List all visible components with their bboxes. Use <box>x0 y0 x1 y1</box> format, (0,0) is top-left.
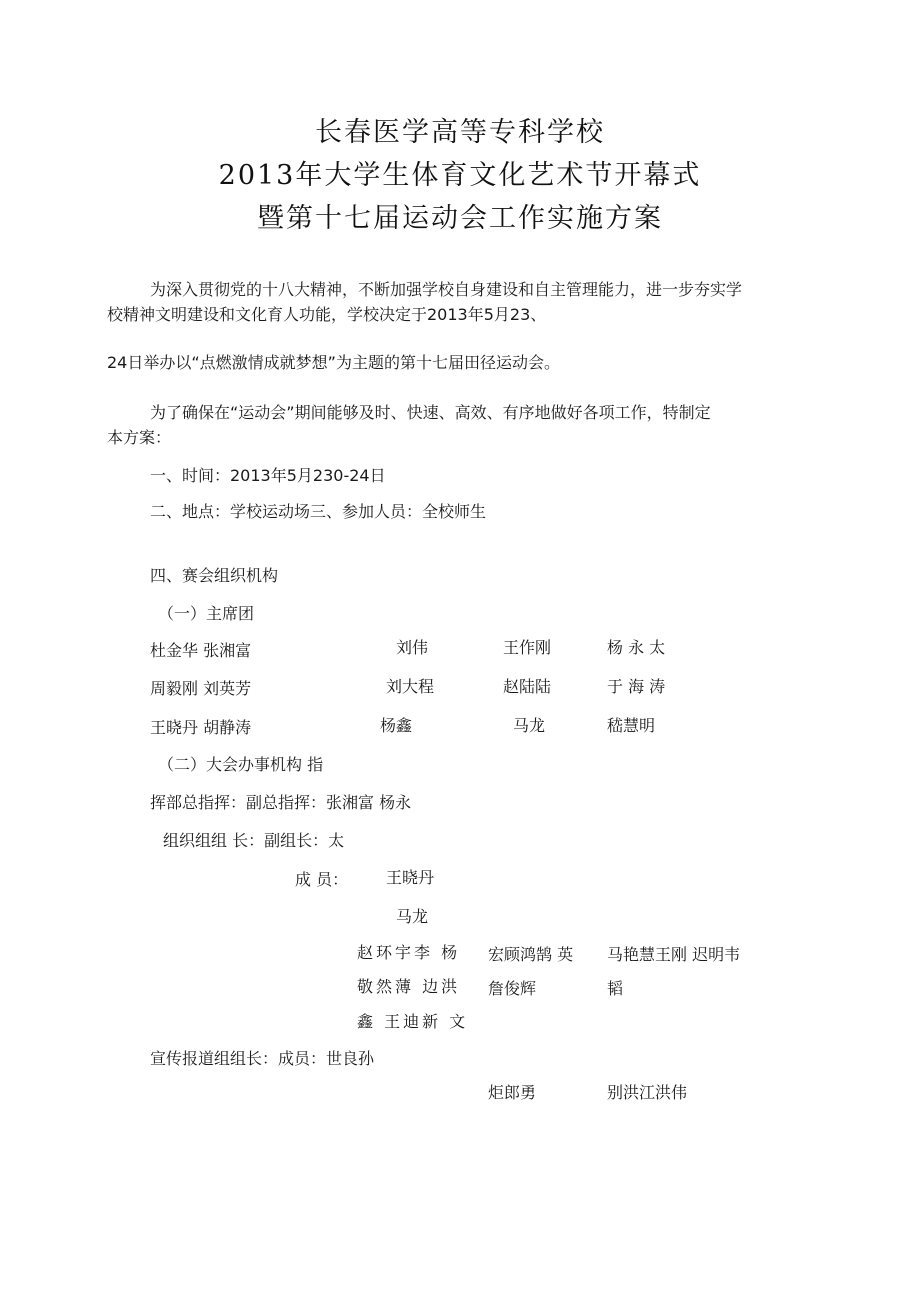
presidium-name: 王晓丹 胡静涛 <box>150 718 252 737</box>
office-member-list: 宏顾鸿鹄 英 <box>488 945 574 964</box>
office-member-list: 敬然薄 边洪 <box>357 977 461 996</box>
office-members-label: 成 员： <box>295 870 349 889</box>
presidium-name: 嵇慧明 <box>607 716 656 735</box>
document-title-line-2: 2013年大学生体育文化艺术节开幕式 <box>218 160 702 191</box>
office-member: 王晓丹 <box>386 868 435 887</box>
intro-paragraph-1-line-3: 24日举办以“点燃激情成就梦想”为主题的第十七届田径运动会。 <box>107 353 560 372</box>
office-command: 挥部总指挥：副总指挥：张湘富 杨永 <box>150 793 412 812</box>
section-organization: 四、赛会组织机构 <box>150 566 279 585</box>
intro-paragraph-2-line-1: 为了确保在“运动会”期间能够及时、快速、高效、有序地做好各项工作，特制定 <box>150 403 711 422</box>
intro-paragraph-1-line-1: 为深入贯彻党的十八大精神，不断加强学校自身建设和自主管理能力，进一步夯实学 <box>150 280 743 299</box>
office-member-list: 马艳慧王刚 迟明韦 <box>607 945 741 964</box>
presidium-name: 于 海 涛 <box>607 677 666 696</box>
section-time: 一、时间：2013年5月230-24日 <box>150 466 386 485</box>
document-title-line-3: 暨第十七届运动会工作实施方案 <box>257 203 663 234</box>
office-member-list: 鑫 王迪新 文 <box>357 1012 469 1031</box>
presidium-name: 刘大程 <box>386 677 435 696</box>
section-place-people: 二、地点：学校运动场三、参加人员：全校师生 <box>150 502 487 521</box>
section-office: （二）大会办事机构 指 <box>158 755 324 774</box>
presidium-name: 周毅刚 刘英芳 <box>150 679 252 698</box>
presidium-name: 赵陆陆 <box>503 677 552 696</box>
presidium-name: 马龙 <box>513 716 546 735</box>
document-title-line-1: 长春医学高等专科学校 <box>315 117 605 148</box>
office-organization-group: 组织组组 长：副组长：太 <box>163 831 345 850</box>
office-member-list: 赵环宇李 杨 <box>357 943 461 962</box>
section-presidium: （一）主席团 <box>158 604 255 623</box>
office-member-list: 韬 <box>607 979 624 998</box>
office-member: 马龙 <box>396 907 429 926</box>
presidium-name: 杜金华 张湘富 <box>150 641 252 660</box>
presidium-name: 王作刚 <box>503 638 552 657</box>
presidium-name: 杨鑫 <box>380 716 413 735</box>
office-publicity-group: 宣传报道组组长：成员：世良孙 <box>150 1049 375 1068</box>
office-publicity-member: 炬郎勇 <box>488 1083 537 1102</box>
intro-paragraph-2-line-2: 本方案： <box>107 428 172 447</box>
presidium-name: 杨 永 太 <box>607 638 666 657</box>
presidium-name: 刘伟 <box>396 638 429 657</box>
office-publicity-member: 别洪江洪伟 <box>607 1083 688 1102</box>
intro-paragraph-1-line-2: 校精神文明建设和文化育人功能，学校决定于2013年5月23、 <box>107 305 547 324</box>
office-member-list: 詹俊辉 <box>488 979 537 998</box>
